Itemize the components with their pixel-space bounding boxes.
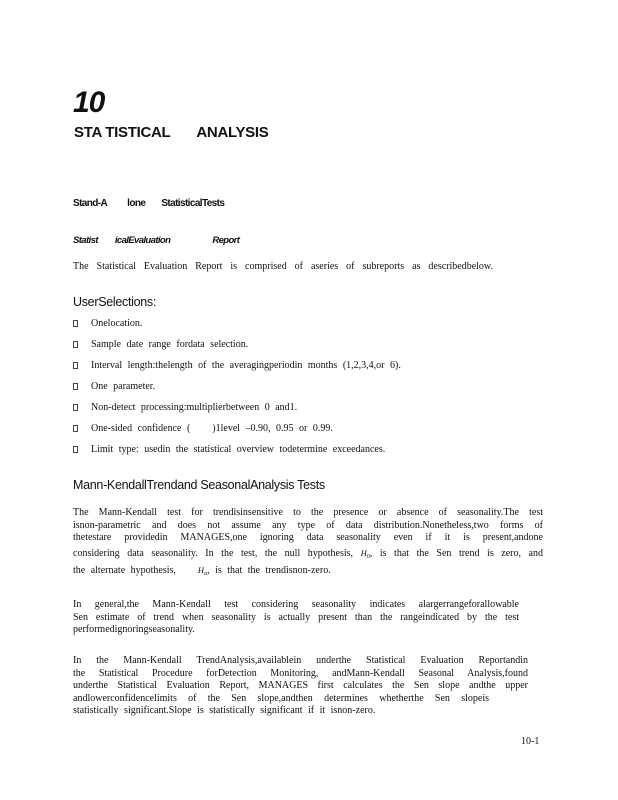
report-heading-part2: icalEvaluation <box>114 235 171 246</box>
subheading-part1: Stand-A <box>73 198 108 209</box>
subheading-part2: lone <box>127 198 146 209</box>
user-selections-heading: UserSelections: <box>73 295 157 309</box>
mk-paragraph-3: In the Mann-Kendall TrendAnalysis,availablein underthe Statistical Evaluation Reportandin the Statistical Procedure forDetection Monitoring, andMann-Kendall Seasonal Analysis,found underthe Statistical Evaluation Report, MANAGES first calculates the Sen slope andthe upper andlowerconfidencelimits of the Sen slope,andthen determines whetherthe Sen slopeis statistically significant.Slope is statistically significant if it isnon-zero. <box>73 655 528 717</box>
bullet-box-icon <box>73 383 78 390</box>
bullet-box-icon <box>73 320 78 327</box>
null-hypothesis-symbol: $H_0$ <box>360 547 370 560</box>
bullet-box-icon <box>73 362 78 369</box>
chapter-number: 10 <box>73 86 105 119</box>
intro-text: The Statistical Evaluation Report is comprised of aseries of subreports as describedbelow. <box>73 261 493 272</box>
subheading-part3: StatisticalTests <box>161 198 225 209</box>
page-number: 10-1 <box>521 736 540 747</box>
report-heading <box>73 235 239 246</box>
mann-kendall-heading: Mann-KendallTrendand SeasonalAnalysis Tests <box>73 478 325 492</box>
intro-paragraph <box>73 261 493 274</box>
bullet-box-icon <box>73 341 78 348</box>
chapter-title <box>74 124 268 141</box>
section-subheading <box>73 198 224 209</box>
chapter-title-part1: STA TISTICAL <box>74 124 171 141</box>
bullet-box-icon <box>73 446 78 453</box>
report-heading-part3: Report <box>212 235 240 246</box>
mk-paragraph-2: In general,the Mann-Kendall test considering seasonality indicates alargerrangeforallowable Sen estimate of trend when seasonality is actually present than the rangeindicated by the test performedignoringseasonality. <box>73 599 519 636</box>
alternate-hypothesis-symbol: $H_a$ <box>197 564 208 577</box>
chapter-title-part2: ANALYSIS <box>196 124 269 141</box>
report-heading-part1: Statist <box>73 235 98 246</box>
bullet-box-icon <box>73 425 78 432</box>
document-page: 10 STA TISTICAL ANALYSIS Stand-A lone StatisticalTests Statist icalEvaluation Report The Statistical Evaluation Report is comprised of aseries of subreports as describedbelow. UserSelections: Onelocation. Sample date range fordata selection. Interval length:thelength of the averagingperiodin months (1,2,3,4,or 6). One parameter. Non-detect processing:multiplierbetween 0 and1. One-sided confidence ( )1level –0.90, 0.95 or 0.99. Limit type: usedin the statistical overview todetermine exceedances. Mann-KendallTrendand SeasonalAnalysis Tests The Mann-Kendall test for trendisinsensitive to the presence or absence of seasonality.The test isnon-parametric and does not assume any type of data distribution.Nonetheless,two forms of thetestare providedin MANAGES,one ignoring data seasonality even if it is present,andone considering data seasonality. In the test, the null hypothesis, $H_0$, is that the Sen trend is zero, and the alternate hypothesis, $H_a$, is that the trendisnon-zero. In general,the Mann-Kendall test considering seasonality indicates alargerrangeforallowable Sen estimate of trend when seasonality is actually present than the rangeindicated by the test performedignoringseasonality. In the Mann-Kendall TrendAnalysis,availablein underthe Statistical Evaluation Reportandin the Statistical Procedure forDetection Monitoring, andMann-Kendall Seasonal Analysis,found underthe Statistical Evaluation Report, MANAGES first calculates the Sen slope andthe upper andlowerconfidencelimits of the Sen slope,andthen determines whetherthe Sen slopeis statistically significant.Slope is statistically significant if it isnon-zero. 10-1 <box>73 86 543 747</box>
bullet-box-icon <box>73 404 78 411</box>
mk-paragraph-1: The Mann-Kendall test for trendisinsensitive to the presence or absence of seasonality.The test isnon-parametric and does not assume any type of data distribution.Nonetheless,two forms of thetestare providedin MANAGES,one ignoring data seasonality even if it is present,andone considering data seasonality. In the test, the null hypothesis, $H_0$, is that the Sen trend is zero, and the alternate hypothesis, $H_a$, is that the trendisnon-zero. <box>73 507 543 577</box>
